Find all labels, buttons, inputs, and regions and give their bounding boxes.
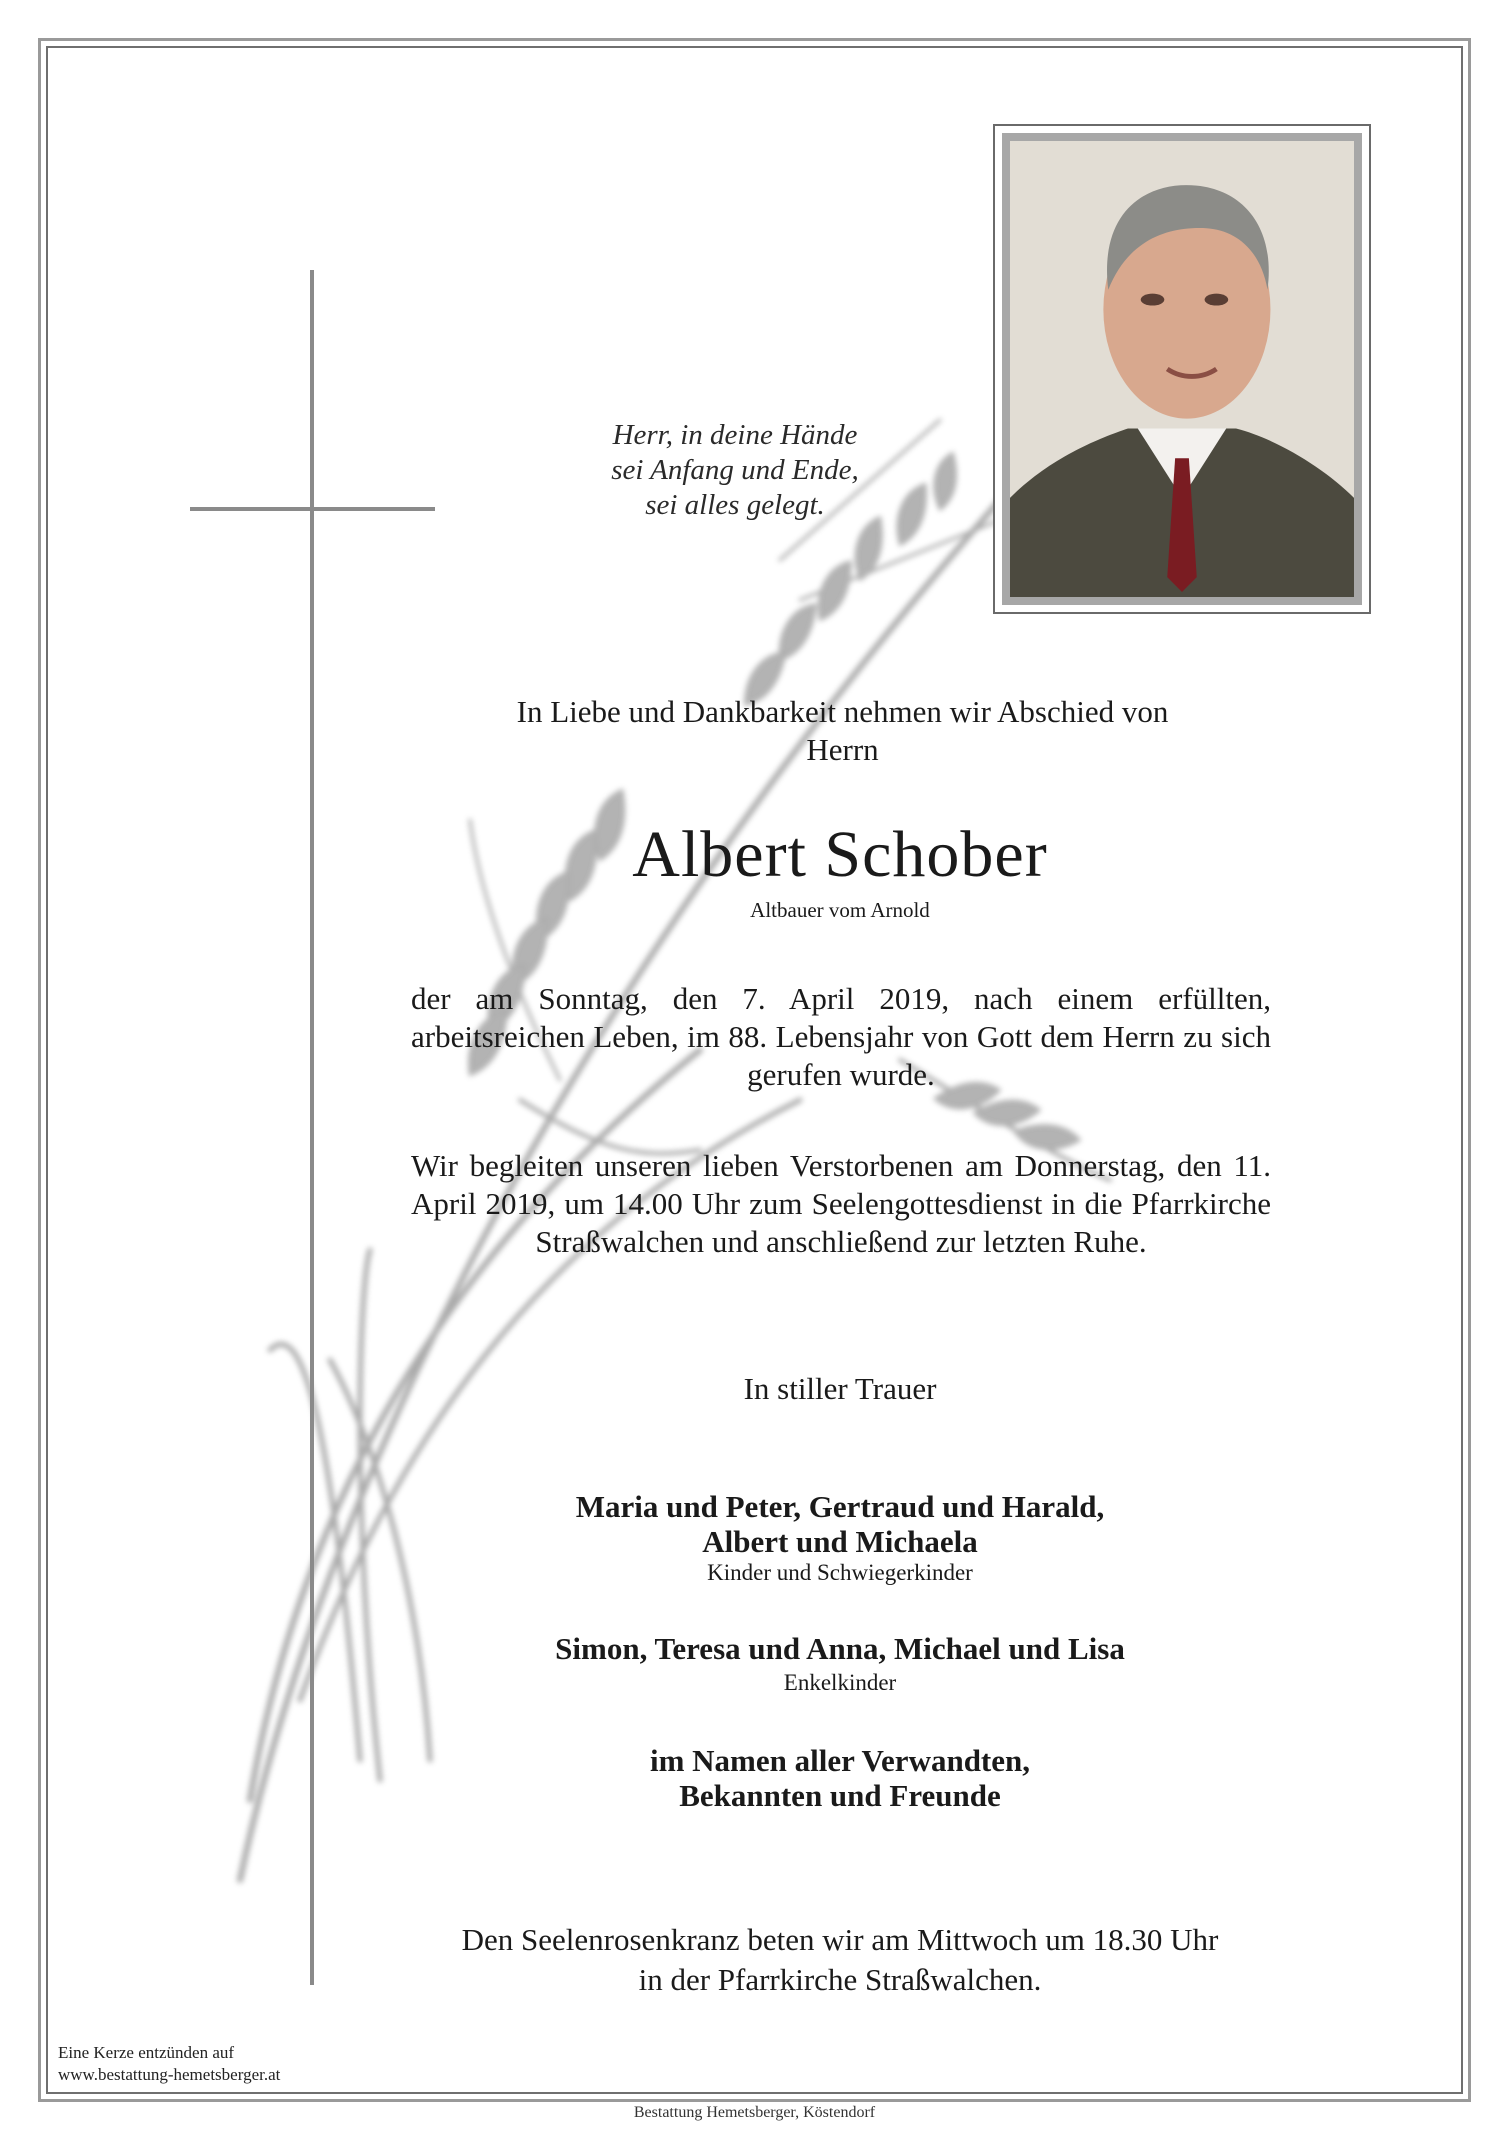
candle-link[interactable] <box>58 2042 280 2086</box>
portrait-frame <box>993 124 1371 614</box>
intro-line: In Liebe und Dankbarkeit nehmen wir Abschied von <box>516 694 1169 729</box>
candle-link-text: Eine Kerze entzünden auf <box>58 2043 235 2062</box>
cross-icon <box>310 270 314 1985</box>
grandchildren-names: Simon, Teresa und Anna, Michael und Lisa <box>555 1631 1125 1666</box>
children-names-line: Albert und Michaela <box>702 1524 978 1559</box>
intro-line: Herrn <box>806 732 879 767</box>
children-names-line: Maria und Peter, Gertraud und Harald, <box>575 1489 1105 1524</box>
verse-line: sei Anfang und Ende, <box>611 454 859 486</box>
children-label: Kinder und Schwiegerkinder <box>707 1560 973 1585</box>
cross-bar <box>190 507 435 511</box>
deceased-name: Albert Schober <box>632 818 1048 891</box>
candle-link-url[interactable]: www.bestattung-hemetsberger.at <box>58 2065 281 2084</box>
relatives-line <box>400 1743 1280 1813</box>
deceased-title: Altbauer vom Arnold <box>750 898 930 922</box>
children-names <box>400 1489 1280 1559</box>
relatives-line-text: im Namen aller Verwandten, <box>649 1743 1031 1778</box>
death-announcement: der am Sonntag, den 7. April 2019, nach einem erfüllten, arbeitsreichen Leben, im 88. Lebensjahr von Gott dem Herrn zu sich gerufen wurde. <box>411 981 1271 1092</box>
footer-credit: Bestattung Hemetsberger, Köstendorf <box>633 2104 876 2121</box>
intro-text <box>420 693 1265 769</box>
relatives-line-text: Bekannten und Freunde <box>679 1778 1001 1813</box>
grandchildren-label: Enkelkinder <box>783 1670 897 1695</box>
mourning-line: In stiller Trauer <box>743 1371 937 1406</box>
funeral-details: Wir begleiten unseren lieben Verstorbenen am Donnerstag, den 11. April 2019, um 14.00 Uhr zum Seelengottesdienst in die Pfarrkirche Straßwalchen und anschließend zur letzten Ruhe. <box>411 1148 1271 1259</box>
rosary-line: in der Pfarrkirche Straßwalchen. <box>638 1962 1042 1997</box>
portrait-photo <box>1002 133 1362 605</box>
verse <box>540 418 930 523</box>
verse-line: sei alles gelegt. <box>645 489 825 521</box>
verse-line: Herr, in deine Hände <box>612 419 858 451</box>
rosary-info <box>380 1920 1300 2000</box>
rosary-line: Den Seelenrosenkranz beten wir am Mittwoch um 18.30 Uhr <box>461 1922 1219 1957</box>
